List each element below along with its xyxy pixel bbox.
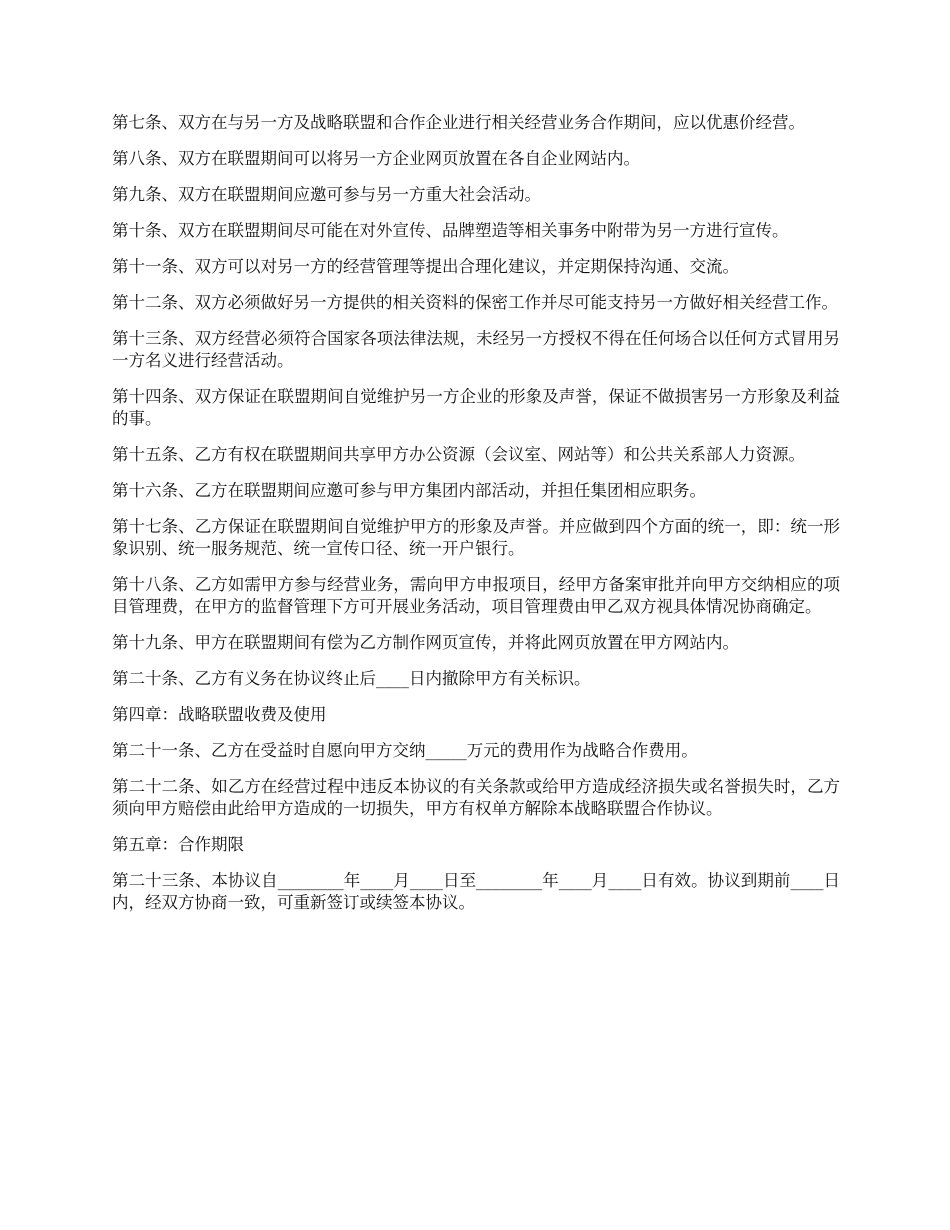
article-14: 第十四条、双方保证在联盟期间自觉维护另一方企业的形象及声誉，保证不做损害另一方形象及利益的事。: [112, 387, 840, 428]
article-17: 第十七条、乙方保证在联盟期间自觉维护甲方的形象及声誉。并应做到四个方面的统一，即：统一形象识别、统一服务规范、统一宣传口径、统一开户银行。: [112, 517, 840, 558]
article-15: 第十五条、乙方有权在联盟期间共享甲方办公资源（会议室、网站等）和公共关系部人力资源。: [112, 445, 805, 464]
chapter-4-heading: 第四章：战略联盟收费及使用: [112, 705, 327, 724]
article-9: 第九条、双方在联盟期间应邀可参与另一方重大社会活动。: [112, 185, 541, 204]
document-page: [112, 112, 840, 928]
article-20: 第二十条、乙方有义务在协议终止后____日内撤除甲方有关标识。: [112, 669, 591, 688]
article-11: 第十一条、双方可以对另一方的经营管理等提出合理化建议，并定期保持沟通、交流。: [112, 257, 739, 276]
article-10: 第十条、双方在联盟期间尽可能在对外宣传、品牌塑造等相关事务中附带为另一方进行宣传。: [112, 221, 789, 240]
article-19: 第十九条、甲方在联盟期间有偿为乙方制作网页宣传，并将此网页放置在甲方网站内。: [112, 633, 739, 652]
article-23: 第二十三条、本协议自________年____月____日至________年____月____日有效。协议到期前____日内，经双方协商一致，可重新签订或续签本协议。: [112, 871, 840, 912]
article-22: 第二十二条、如乙方在经营过程中违反本协议的有关条款或给甲方造成经济损失或名誉损失时，乙方须向甲方赔偿由此给甲方造成的一切损失，甲方有权单方解除本战略联盟合作协议。: [112, 777, 840, 818]
article-12: 第十二条、双方必须做好另一方提供的相关资料的保密工作并尽可能支持另一方做好相关经营工作。: [112, 293, 838, 312]
article-7: 第七条、双方在与另一方及战略联盟和合作企业进行相关经营业务合作期间，应以优惠价经营。: [112, 113, 805, 132]
article-16: 第十六条、乙方在联盟期间应邀可参与甲方集团内部活动，并担任集团相应职务。: [112, 481, 706, 500]
article-21: 第二十一条、乙方在受益时自愿向甲方交纳_____万元的费用作为战略合作费用。: [112, 741, 698, 760]
article-18: 第十八条、乙方如需甲方参与经营业务，需向甲方申报项目，经甲方备案审批并向甲方交纳相应的项目管理费，在甲方的监督管理下方可开展业务活动，项目管理费由甲乙双方视具体情况协商确定。: [112, 575, 840, 616]
chapter-5-heading: 第五章：合作期限: [112, 835, 244, 854]
article-13: 第十三条、双方经营必须符合国家各项法律法规，未经另一方授权不得在任何场合以任何方式冒用另一方名义进行经营活动。: [112, 329, 840, 370]
article-8: 第八条、双方在联盟期间可以将另一方企业网页放置在各自企业网站内。: [112, 149, 640, 168]
